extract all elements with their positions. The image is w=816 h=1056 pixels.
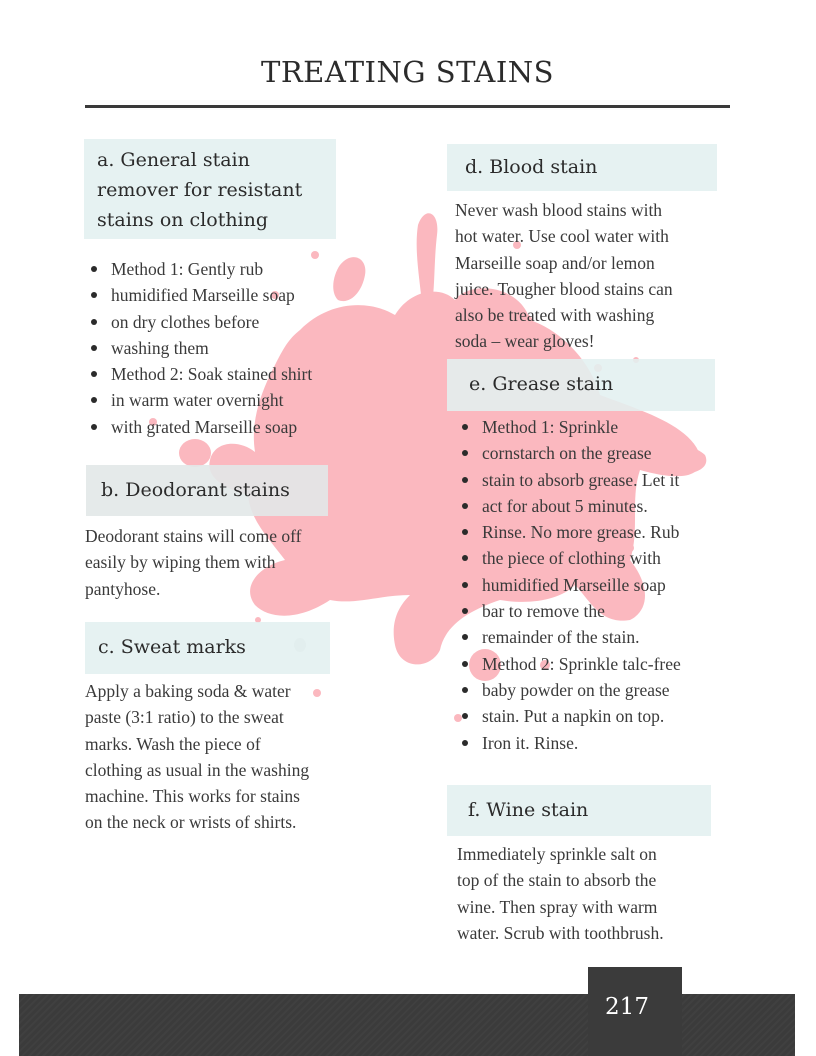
section-d-heading: [447, 144, 717, 191]
list-item: Method 1: Sprinkle: [456, 414, 681, 440]
section-c-text-line: Apply a baking soda & water: [85, 681, 291, 701]
splash-arm-left: [333, 257, 365, 301]
list-item: the piece of clothing with: [456, 545, 681, 571]
section-c-text: [85, 678, 309, 836]
list-item: cornstarch on the grease: [456, 440, 681, 466]
list-item: stain to absorb grease. Let it: [456, 467, 681, 493]
section-b-heading: [86, 465, 328, 516]
section-e-heading-text: e. Grease stain: [469, 373, 614, 395]
list-item: act for about 5 minutes.: [456, 493, 681, 519]
section-a-heading: [84, 139, 336, 239]
section-d-text: [455, 197, 673, 355]
list-item: baby powder on the grease: [456, 677, 681, 703]
list-item: Iron it. Rinse.: [456, 730, 681, 756]
section-c-text-line: on the neck or wrists of shirts.: [85, 812, 297, 833]
section-c-text-line: marks. Wash the piece of: [85, 733, 261, 754]
section-d-text-line: hot water. Use cool water with: [455, 226, 669, 247]
section-b-text-line: pantyhose.: [85, 578, 161, 599]
list-item: on dry clothes before: [85, 309, 312, 335]
section-f-text-line: top of the stain to absorb the: [457, 870, 657, 891]
list-item: washing them: [85, 335, 312, 361]
section-a-heading-line-1: a. General stain: [97, 149, 250, 171]
list-item: Method 1: Gently rub: [85, 256, 312, 282]
section-c-text-line: machine. This works for stains: [85, 786, 300, 807]
list-item: Method 2: Soak stained shirt: [85, 361, 312, 387]
section-b-text: [85, 523, 301, 602]
section-d-text-line: soda – wear gloves!: [455, 331, 595, 352]
section-f-text-line: Immediately sprinkle salt on: [457, 844, 657, 864]
splash-drop-1: [179, 439, 211, 467]
title-rule: [85, 105, 730, 108]
section-a-bullet-list: [85, 256, 312, 440]
section-a-heading-line-3: stains on clothing: [97, 209, 269, 231]
section-f-heading-text: f. Wine stain: [468, 799, 589, 821]
section-f-text-line: water. Scrub with toothbrush.: [457, 922, 664, 943]
section-b-text-line: Deodorant stains will come off: [85, 526, 302, 546]
list-item: Rinse. No more grease. Rub: [456, 519, 681, 545]
splash-drop-7: [313, 689, 321, 697]
list-item: Method 2: Sprinkle talc-free: [456, 651, 681, 677]
list-item: humidified Marseille soap: [456, 572, 681, 598]
list-item: bar to remove the: [456, 598, 681, 624]
splash-drip-top: [417, 213, 438, 305]
section-c-text-line: clothing as usual in the washing: [85, 759, 310, 780]
section-d-text-line: also be treated with washing: [455, 305, 655, 326]
section-c-text-line: paste (3:1 ratio) to the sweat: [85, 707, 284, 728]
section-f-heading: [447, 785, 711, 836]
list-item: remainder of the stain.: [456, 624, 681, 650]
page-title: TREATING STAINS: [260, 55, 555, 89]
section-f-text-line: wine. Then spray with warm: [457, 896, 658, 917]
section-e-bullet-list: [456, 414, 681, 756]
section-e-heading: [447, 359, 715, 411]
section-c-heading-text: c. Sweat marks: [98, 636, 246, 658]
section-d-text-line: juice. Tougher blood stains can: [455, 278, 673, 299]
section-b-text-line: easily by wiping them with: [85, 552, 276, 573]
section-d-heading-text: d. Blood stain: [465, 156, 598, 178]
page-number: 217: [605, 994, 649, 1020]
list-item: in warm water overnight: [85, 387, 312, 413]
list-item: stain. Put a napkin on top.: [456, 703, 681, 729]
section-f-text: [457, 841, 664, 946]
section-d-text-line: Never wash blood stains with: [455, 200, 663, 220]
section-a-heading-line-2: remover for resistant: [97, 179, 303, 201]
section-d-text-line: Marseille soap and/or lemon: [455, 252, 655, 273]
list-item: humidified Marseille soap: [85, 282, 312, 308]
section-c-heading: [85, 622, 330, 674]
section-b-heading-text: b. Deodorant stains: [101, 479, 290, 501]
list-item: with grated Marseille soap: [85, 414, 312, 440]
